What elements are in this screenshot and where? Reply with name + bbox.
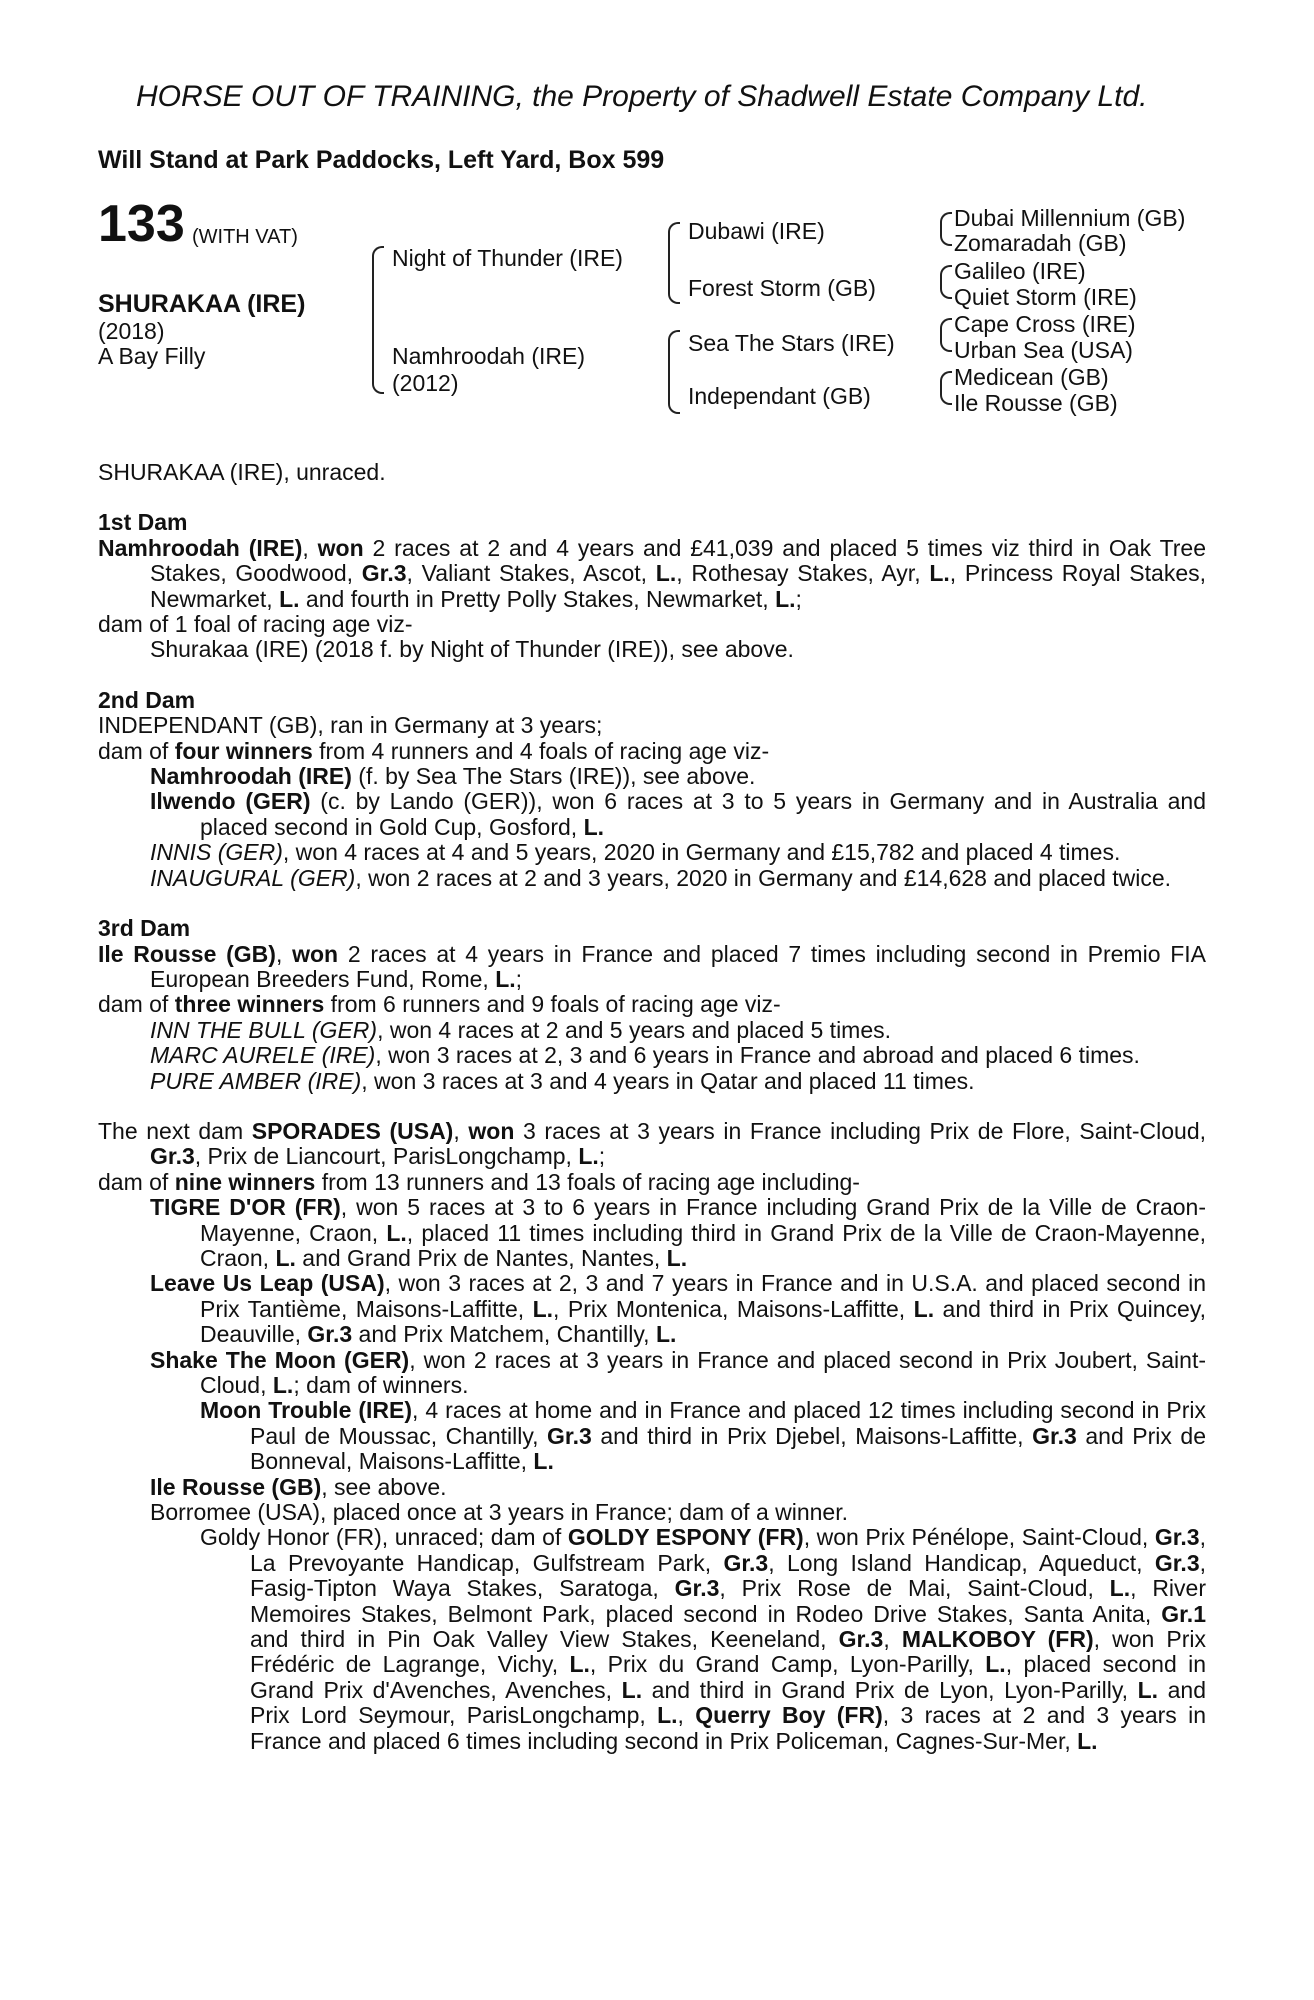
- produce-entry: Ile Rousse (GB), see above.: [150, 1473, 447, 1500]
- produce-entry: INN THE BULL (GER), won 4 races at 2 and 5 years and placed 5 times.: [150, 1016, 892, 1043]
- pedigree-brace: [668, 222, 680, 304]
- dam-entry: INDEPENDANT (GB), ran in Germany at 3 years;: [98, 712, 603, 739]
- page-title: HORSE OUT OF TRAINING, the Property of Shadwell Estate Company Ltd.: [136, 80, 1148, 113]
- vat-note: (WITH VAT): [192, 226, 298, 248]
- pedigree-g3: Galileo (IRE): [954, 258, 1086, 284]
- produce-entry: Namhroodah (IRE) (f. by Sea The Stars (IRE)), see above.: [150, 763, 756, 790]
- produce-entry: Goldy Honor (FR), unraced; dam of GOLDY ESPONY (FR), won Prix Pénélope, Saint-Cloud, Gr.3, La Prevoyante Handicap, Gulfstream Park, Gr.3, Long Island Handicap, Aqueduct, Gr.3, Fasig-Tipton Waya Stakes, Saratoga, Gr.3, Prix Rose de Mai, Saint-Cloud, L., River Memoires Stakes, Belmont Park, placed second in Rodeo Drive Stakes, Santa Anita, Gr.1 and third in Pin Oak Valley View Stakes, Keeneland, Gr.3, MALKOBOY (FR), won Prix Frédéric de Lagrange, Vichy, L., Prix du Grand Camp, Lyon-Parilly, L., placed second in Grand Prix d'Avenches, Avenches, L. and third in Grand Prix de Lyon, Lyon-Parilly, L. and Prix Lord Seymour, ParisLongchamp, L., Querry Boy (FR), 3 races at 2 and 3 years in France and placed 6 times including second in Prix Policeman, Cagnes-Sur-Mer, L.: [200, 1524, 1207, 1754]
- pedigree-brace: [940, 265, 952, 299]
- pedigree-brace: [940, 212, 952, 246]
- horse-description: A Bay Filly: [98, 343, 206, 369]
- pedigree-dam: Namhroodah (IRE): [392, 343, 586, 369]
- produce-entry: Leave Us Leap (USA), won 3 races at 2, 3 and 7 years in France and in U.S.A. and placed second in Prix Tantième, Maisons-Laffitte, L., Prix Montenica, Maisons-Laffitte, L. and third in Prix Quincey, Deauville, Gr.3 and Prix Matchem, Chantilly, L.: [150, 1270, 1207, 1348]
- dam-entry: Ile Rousse (GB), won 2 races at 4 years in France and placed 7 times including second in Premio FIA European Breeders Fund, Rome, L.;: [98, 940, 1207, 992]
- dam-entry: The next dam SPORADES (USA), won 3 races at 3 years in France including Prix de Flore, Saint-Cloud, Gr.3, Prix de Liancourt, ParisLongchamp, L.;: [98, 1117, 1206, 1170]
- section-heading: 2nd Dam: [98, 686, 196, 713]
- produce-entry: Moon Trouble (IRE), 4 races at home and in France and placed 12 times including second in Prix Paul de Moussac, Chantilly, Gr.3 and third in Prix Djebel, Maisons-Laffitte, Gr.3 and Prix de Bonneval, Maisons-Laffitte, L.: [200, 1397, 1207, 1475]
- pedigree-brace: [372, 246, 384, 394]
- dam-produce-line: dam of four winners from 4 runners and 4 foals of racing age viz-: [98, 737, 770, 764]
- pedigree-brace: [940, 371, 952, 405]
- lot-number: 133: [98, 195, 185, 253]
- pedigree-brace: [940, 318, 952, 352]
- intro-line: SHURAKAA (IRE), unraced.: [98, 459, 386, 485]
- pedigree-dam-dam: Independant (GB): [688, 383, 871, 409]
- pedigree-sire: Night of Thunder (IRE): [392, 245, 623, 271]
- pedigree-g5: Cape Cross (IRE): [954, 311, 1136, 337]
- pedigree-sire-dam: Forest Storm (GB): [688, 275, 876, 301]
- produce-entry: Shake The Moon (GER), won 2 races at 3 years in France and placed second in Prix Joubert, Saint-Cloud, L.; dam of winners.: [150, 1346, 1206, 1398]
- pedigree-dam-sire: Sea The Stars (IRE): [688, 330, 895, 356]
- dam-entry: Namhroodah (IRE), won 2 races at 2 and 4 years and £41,039 and placed 5 times viz third in Oak Tree Stakes, Goodwood, Gr.3, Valiant Stakes, Ascot, L., Rothesay Stakes, Ayr, L., Princess Royal Stakes, Newmarket, L. and fourth in Pretty Polly Stakes, Newmarket, L.;: [98, 534, 1207, 612]
- pedigree-g6: Urban Sea (USA): [954, 337, 1133, 363]
- dam-produce-line: dam of 1 foal of racing age viz-: [98, 611, 413, 638]
- section-heading: 3rd Dam: [98, 915, 191, 942]
- produce-entry: Shurakaa (IRE) (2018 f. by Night of Thunder (IRE)), see above.: [150, 636, 794, 663]
- horse-name: SHURAKAA (IRE): [98, 290, 306, 318]
- pedigree-g8: Ile Rousse (GB): [954, 390, 1118, 416]
- produce-entry: Borromee (USA), placed once at 3 years in France; dam of a winner.: [150, 1499, 848, 1526]
- produce-entry: TIGRE D'OR (FR), won 5 races at 3 to 6 years in France including Grand Prix de la Ville de Craon-Mayenne, Craon, L., placed 11 times including third in Grand Prix de la Ville de Craon-Mayenne, Craon, L. and Grand Prix de Nantes, Nantes, L.: [150, 1194, 1206, 1271]
- dam-produce-line: dam of nine winners from 13 runners and 13 foals of racing age including-: [98, 1168, 860, 1195]
- section-heading: 1st Dam: [98, 509, 188, 536]
- produce-entry: PURE AMBER (IRE), won 3 races at 3 and 4 years in Qatar and placed 11 times.: [150, 1067, 975, 1094]
- pedigree-g4: Quiet Storm (IRE): [954, 284, 1137, 310]
- stand-location: Will Stand at Park Paddocks, Left Yard, Box 599: [98, 146, 665, 174]
- pedigree-notes: [98, 460, 1206, 1754]
- dam-produce-line: dam of three winners from 6 runners and 9 foals of racing age viz-: [98, 991, 781, 1018]
- foaling-year: (2018): [98, 318, 165, 344]
- pedigree-brace: [668, 330, 680, 414]
- pedigree-g1: Dubai Millennium (GB): [954, 205, 1186, 231]
- produce-entry: Ilwendo (GER) (c. by Lando (GER)), won 6 races at 3 to 5 years in Germany and in Australia and placed second in Gold Cup, Gosford, L.: [150, 788, 1206, 840]
- pedigree-dam-year: (2012): [392, 370, 459, 396]
- produce-entry: INNIS (GER), won 4 races at 4 and 5 years, 2020 in Germany and £15,782 and placed 4 times.: [150, 839, 1121, 866]
- produce-entry: INAUGURAL (GER), won 2 races at 2 and 3 years, 2020 in Germany and £14,628 and placed twice.: [150, 864, 1172, 891]
- pedigree-g2: Zomaradah (GB): [954, 230, 1127, 256]
- pedigree-g7: Medicean (GB): [954, 364, 1109, 390]
- produce-entry: MARC AURELE (IRE), won 3 races at 2, 3 and 6 years in France and abroad and placed 6 times.: [150, 1042, 1140, 1069]
- pedigree-sire-sire: Dubawi (IRE): [688, 218, 825, 244]
